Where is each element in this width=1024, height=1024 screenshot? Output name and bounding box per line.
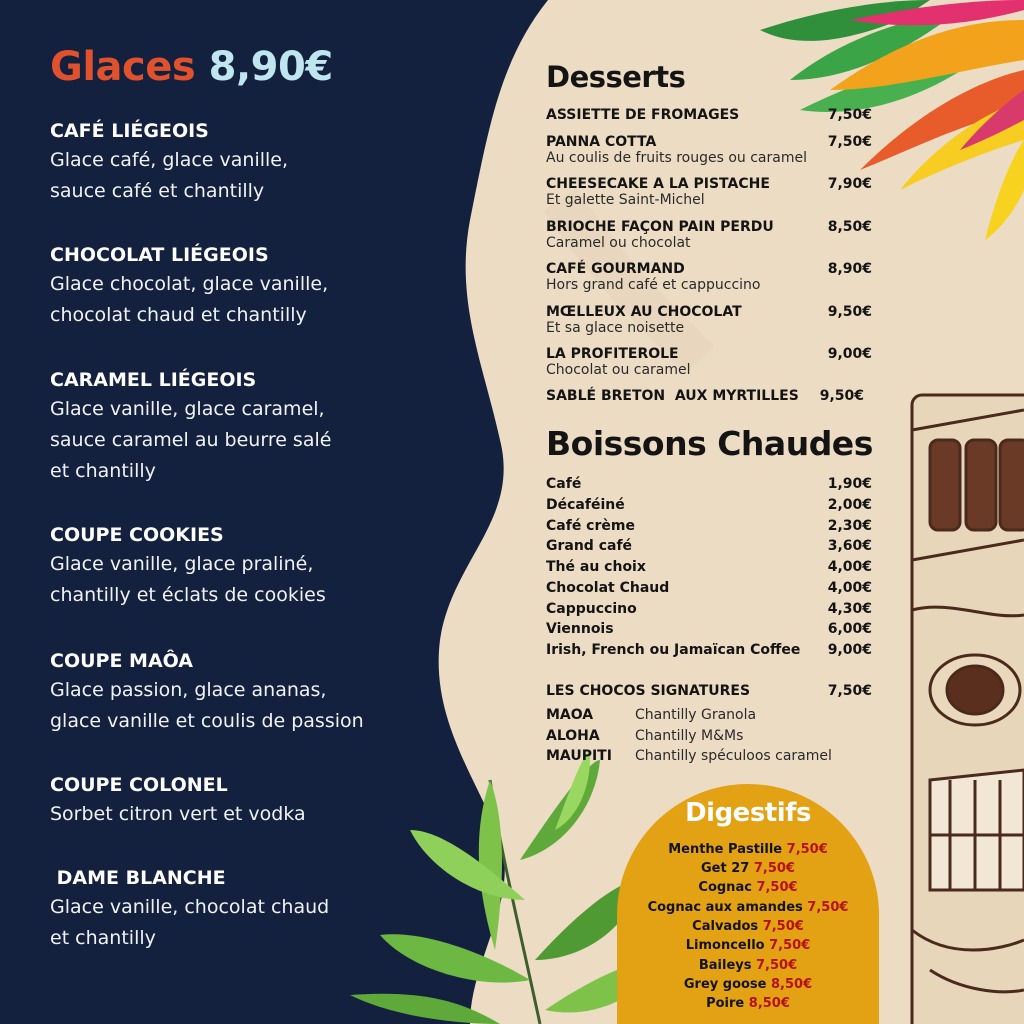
dessert-name: ASSIETTE DE FROMAGES	[546, 107, 740, 123]
dessert-price: 8,50€	[827, 219, 872, 235]
dessert-row	[546, 107, 872, 123]
digestif-name: Baileys	[698, 958, 752, 973]
ice-desc-line: Sorbet citron vert et vodka	[50, 803, 306, 825]
digestif-name: Limoncello	[685, 938, 765, 953]
ice-item-desc	[50, 394, 450, 487]
dessert-sub: Caramel ou chocolat	[546, 235, 691, 251]
ice-item-name: CHOCOLAT LIÉGEOIS	[50, 244, 269, 266]
choco-desc: Chantilly M&Ms	[635, 728, 744, 744]
choco-name: MAOA	[546, 707, 594, 723]
ice-item	[50, 864, 450, 954]
digestif-item	[617, 938, 879, 953]
boisson-row	[546, 518, 872, 539]
choco-name: MAUPITI	[546, 748, 612, 764]
ice-desc-line: sauce café et chantilly	[50, 180, 265, 202]
ice-item	[50, 117, 450, 207]
boisson-price: 1,90€	[827, 476, 872, 492]
choco-desc: Chantilly Granola	[635, 707, 757, 723]
ice-desc-line: et chantilly	[50, 460, 156, 482]
boisson-price: 2,30€	[827, 518, 872, 534]
ice-item-name: CARAMEL LIÉGEOIS	[50, 369, 257, 391]
dessert-price: 9,50€	[827, 304, 872, 320]
digestif-item	[617, 880, 879, 895]
desserts-title: Desserts	[546, 60, 686, 94]
boisson-price: 9,00€	[827, 642, 872, 658]
digestif-price: 7,50€	[756, 958, 798, 973]
glaces-title-word: Glaces	[50, 44, 196, 90]
boisson-name: Café	[546, 476, 582, 492]
ice-desc-line: sauce caramel au beurre salé	[50, 429, 332, 451]
digestif-price: 7,50€	[753, 861, 795, 876]
dessert-row	[546, 134, 872, 166]
ice-item-desc	[50, 549, 450, 611]
boisson-row	[546, 621, 872, 642]
ice-desc-line: Glace chocolat, glace vanille,	[50, 273, 329, 295]
ice-item	[50, 241, 450, 331]
digestif-name: Poire	[706, 996, 745, 1011]
chocos-header	[546, 683, 872, 704]
boisson-price: 4,00€	[827, 580, 872, 596]
digestif-price: 7,50€	[756, 880, 798, 895]
ice-desc-line: chantilly et éclats de cookies	[50, 584, 326, 606]
digestif-name: Cognac aux amandes	[647, 900, 803, 915]
digestif-item	[617, 977, 879, 992]
digestif-price: 7,50€	[769, 938, 811, 953]
ice-item-desc	[50, 675, 450, 737]
digestif-item	[617, 861, 879, 876]
dessert-name: SABLÉ BRETON AUX MYRTILLES	[546, 388, 799, 404]
dessert-sub: Chocolat ou caramel	[546, 362, 691, 378]
ice-item	[50, 771, 450, 830]
ice-item-name: COUPE MAÔA	[50, 650, 194, 672]
boisson-row	[546, 559, 872, 580]
ice-desc-line: chocolat chaud et chantilly	[50, 304, 307, 326]
dessert-row	[546, 346, 872, 378]
digestif-price: 7,50€	[807, 900, 849, 915]
digestif-name: Get 27	[701, 861, 750, 876]
dessert-row	[546, 304, 872, 336]
boisson-row	[546, 580, 872, 601]
dessert-sub: Et galette Saint-Michel	[546, 192, 705, 208]
ice-desc-line: Glace café, glace vanille,	[50, 149, 289, 171]
boisson-name: Grand café	[546, 538, 633, 554]
dessert-name: CHEESECAKE A LA PISTACHE	[546, 176, 770, 192]
digestif-price: 7,50€	[762, 919, 804, 934]
boisson-name: Chocolat Chaud	[546, 580, 670, 596]
dessert-row	[546, 219, 872, 251]
ice-desc-line: Glace passion, glace ananas,	[50, 679, 327, 701]
dessert-name: PANNA COTTA	[546, 134, 657, 150]
ice-item-name: COUPE COLONEL	[50, 774, 228, 796]
dessert-price: 8,90€	[827, 261, 872, 277]
boisson-row	[546, 476, 872, 497]
dessert-price: 7,50€	[827, 134, 872, 150]
dessert-price: 7,50€	[827, 107, 872, 123]
ice-desc-line: Glace vanille, chocolat chaud	[50, 896, 330, 918]
dessert-price: 7,90€	[827, 176, 872, 192]
boisson-row	[546, 538, 872, 559]
ice-item	[50, 647, 450, 737]
digestif-item	[617, 919, 879, 934]
ice-item-desc	[50, 892, 450, 954]
dessert-price: 9,00€	[827, 346, 872, 362]
boisson-price: 2,00€	[827, 497, 872, 513]
boisson-name: Cappuccino	[546, 601, 637, 617]
boisson-name: Viennois	[546, 621, 614, 637]
boisson-name: Décaféiné	[546, 497, 625, 513]
glaces-title-price: 8,90€	[208, 44, 333, 90]
dessert-name: MŒLLEUX AU CHOCOLAT	[546, 304, 742, 320]
boisson-price: 4,30€	[827, 601, 872, 617]
chocos-price: 7,50€	[827, 683, 872, 699]
ice-desc-line: Glace vanille, glace caramel,	[50, 398, 325, 420]
dessert-name: BRIOCHE FAÇON PAIN PERDU	[546, 219, 774, 235]
dessert-sub: Et sa glace noisette	[546, 320, 685, 336]
chocos-title: LES CHOCOS SIGNATURES	[546, 683, 751, 699]
dessert-row	[546, 261, 872, 293]
ice-desc-line: et chantilly	[50, 927, 156, 949]
boisson-price: 6,00€	[827, 621, 872, 637]
dessert-sub: Au coulis de fruits rouges ou caramel	[546, 150, 807, 166]
digestif-name: Menthe Pastille	[668, 842, 783, 857]
digestif-price: 8,50€	[771, 977, 813, 992]
ice-item-name: CAFÉ LIÉGEOIS	[50, 120, 209, 142]
boisson-row	[546, 497, 872, 518]
boisson-row	[546, 642, 872, 663]
ice-item-desc	[50, 799, 450, 830]
choco-desc: Chantilly spéculoos caramel	[635, 748, 832, 764]
ice-item	[50, 366, 450, 487]
boisson-price: 3,60€	[827, 538, 872, 554]
boisson-price: 4,00€	[827, 559, 872, 575]
dessert-name: LA PROFITEROLE	[546, 346, 679, 362]
ice-item-name: COUPE COOKIES	[50, 524, 224, 546]
tiki-totem-icon	[912, 395, 1024, 1024]
digestif-name: Grey goose	[683, 977, 767, 992]
boissons-title: Boissons Chaudes	[546, 424, 873, 463]
digestif-name: Calvados	[692, 919, 759, 934]
ice-item-desc	[50, 269, 450, 331]
digestif-item	[617, 996, 879, 1011]
digestif-price: 8,50€	[748, 996, 790, 1011]
digestif-item	[617, 842, 879, 857]
digestif-item	[617, 900, 879, 915]
digestifs-title: Digestifs	[685, 798, 811, 828]
choco-name: ALOHA	[546, 728, 600, 744]
choco-row	[546, 725, 743, 746]
dessert-row	[546, 388, 864, 404]
glaces-title	[50, 44, 333, 90]
ice-desc-line: Glace vanille, glace praliné,	[50, 553, 314, 575]
boisson-name: Thé au choix	[546, 559, 646, 575]
ice-item-name: DAME BLANCHE	[50, 867, 226, 889]
boisson-row	[546, 601, 872, 622]
dessert-row	[546, 176, 872, 208]
choco-row	[546, 745, 832, 766]
ice-item	[50, 521, 450, 611]
digestif-name: Cognac	[698, 880, 752, 895]
dessert-price: 9,50€	[819, 388, 864, 404]
boisson-name: Café crème	[546, 518, 635, 534]
digestif-price: 7,50€	[786, 842, 828, 857]
ice-desc-line: glace vanille et coulis de passion	[50, 710, 364, 732]
dessert-name: CAFÉ GOURMAND	[546, 261, 685, 277]
ice-item-desc	[50, 145, 450, 207]
choco-row	[546, 704, 756, 725]
digestif-item	[617, 958, 879, 973]
boisson-name: Irish, French ou Jamaïcan Coffee	[546, 642, 801, 658]
dessert-sub: Hors grand café et cappuccino	[546, 277, 761, 293]
